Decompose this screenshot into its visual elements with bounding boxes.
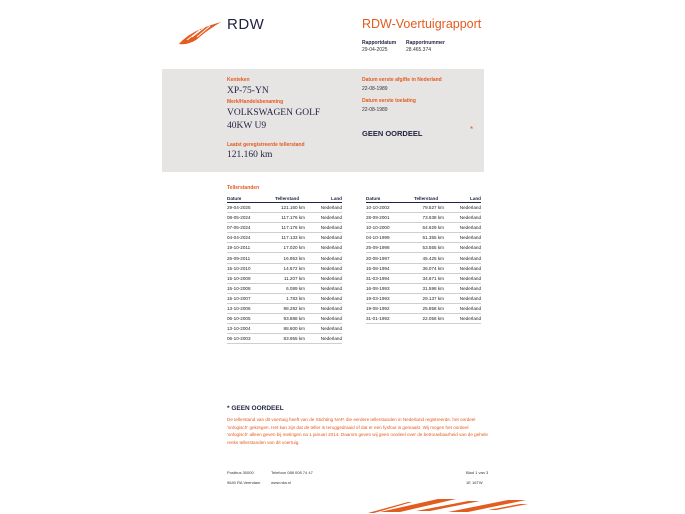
table-row [366,213,481,223]
note-text: De tellerstand van dit voertuig heeft van de Stichting NAP, die eerdere tellerstanden in Nederland registreerde, het oordeel 'onlogisch' gekregen. Het kan zijn dat de teller is teruggedraaid of dat er een fysfout is gemaakt. Wij mogen het oordeel 'onlogisch' alleen geven bij metingen na 1 januari 2014. Daarom geven wij geen oordeel over de betrouwbaarheid van de gehele reeks tellerstanden van dit voertuig. [227,417,488,445]
reading-value: 11.207 km [265,273,313,283]
reading-country: Nederland [452,253,481,263]
model-line-2: 40KW U9 [227,121,267,131]
rdw-logo-icon [178,20,222,46]
reading-country: Nederland [452,314,481,324]
header-reading: Tellerstand [404,194,452,203]
footer-stripes-decoration [368,496,528,514]
reading-date: 19-08-1992 [366,303,404,313]
reading-value: 88.600 km [265,324,313,334]
reading-country: Nederland [452,263,481,273]
table-header-row [227,194,342,203]
reading-country: Nederland [313,334,342,344]
table-row [366,263,481,273]
readings-table-left [227,194,342,344]
table-row [366,253,481,263]
reading-date: 25-09-1998 [366,243,404,253]
odometer-value: 121.160 km [227,150,273,160]
reading-value: 121.160 km [265,203,313,213]
verdict-marker: * [470,125,474,134]
reading-date: 04-04-2024 [227,233,265,243]
reading-date: 19-03-1993 [366,293,404,303]
header-country: Land [313,194,342,203]
reading-value: 29.137 km [404,293,452,303]
reading-date: 15-10-2008 [227,283,265,293]
model-line-1: VOLKSWAGEN GOLF [227,108,321,118]
reading-value: 36.074 km [404,263,452,273]
reading-date: 20-08-1997 [366,253,404,263]
readings-table-right [366,194,481,324]
reading-country: Nederland [313,314,342,324]
reading-country: Nederland [452,303,481,313]
reading-value: 22.056 km [404,314,452,324]
odometer-label: Laatst geregistreerde tellerstand [227,142,305,148]
reading-date: 10-10-2000 [366,223,404,233]
table-row [227,334,342,344]
reading-value: 83.955 km [265,334,313,344]
first-registration-nl-value: 22-08-1989 [362,86,388,92]
reading-country: Nederland [313,223,342,233]
table-row [227,233,342,243]
reading-value: 79.527 km [404,203,452,213]
table-row [366,314,481,324]
reading-date: 13-10-2006 [227,303,265,313]
reading-date: 06-10-2003 [227,334,265,344]
reading-date: 08-05-2024 [227,213,265,223]
footer-page: Blad 1 van 3 [466,470,489,475]
reading-date: 15-08-1994 [366,263,404,273]
reading-value: 117.176 km [265,223,313,233]
table-row [366,283,481,293]
verdict-label: GEEN OORDEEL [362,129,423,138]
reading-country: Nederland [452,293,481,303]
reading-country: Nederland [313,233,342,243]
reading-date: 04-10-1999 [366,233,404,243]
table-row [227,243,342,253]
table-row [366,203,481,213]
table-row [366,303,481,313]
table-row [227,253,342,263]
table-row [227,293,342,303]
reading-value: 14.672 km [265,263,313,273]
first-registration-nl-label: Datum eerste afgifte in Nederland [362,77,442,83]
footer-code: 1E 16TW [466,480,483,485]
reading-country: Nederland [452,233,481,243]
footer-city: 9640 RA Veendam [227,480,261,485]
table-row [227,213,342,223]
reading-country: Nederland [313,303,342,313]
reading-country: Nederland [452,203,481,213]
table-row [227,263,342,273]
reading-country: Nederland [452,283,481,293]
first-admission-label: Datum eerste toelating [362,98,416,104]
reading-value: 6.089 km [265,283,313,293]
table-row [227,314,342,324]
reading-value: 73.638 km [404,213,452,223]
table-row [366,223,481,233]
table-row [366,233,481,243]
plate-value: XP-75-YN [227,86,269,96]
header-date: Datum [227,194,265,203]
table-row [227,223,342,233]
report-date-label: Rapportdatum [362,40,397,46]
header-date: Datum [366,194,404,203]
report-number-value: 28.465.374 [406,47,432,53]
model-label: Merk/Handelsbenaming [227,99,284,105]
report-number-label: Rapportnummer [406,40,445,46]
reading-country: Nederland [313,203,342,213]
header-reading: Tellerstand [265,194,313,203]
reading-value: 98.282 km [265,303,313,313]
reading-value: 117.176 km [265,213,313,223]
reading-value: 17.020 km [265,243,313,253]
reading-value: 1.783 km [265,293,313,303]
reading-date: 06-10-2005 [227,314,265,324]
reading-date: 28-09-2001 [366,213,404,223]
footer-postbus: Postbus 30000 [227,470,254,475]
report-title: RDW-Voertuigrapport [362,17,482,31]
footer-web: www.rdw.nl [271,480,292,485]
reading-value: 25.858 km [404,303,452,313]
reading-date: 31-03-1994 [366,273,404,283]
reading-date: 31-01-1992 [366,314,404,324]
reading-date: 16-08-1993 [366,283,404,293]
reading-value: 61.355 km [404,233,452,243]
table-row [227,273,342,283]
reading-country: Nederland [313,243,342,253]
report-date-value: 29-04-2025 [362,47,388,53]
table-row [227,203,342,213]
reading-country: Nederland [313,283,342,293]
reading-value: 34.671 km [404,273,452,283]
reading-date: 07-05-2024 [227,223,265,233]
reading-value: 117.133 km [265,233,313,243]
reading-country: Nederland [313,253,342,263]
table-row [366,273,481,283]
reading-country: Nederland [452,243,481,253]
reading-date: 15-10-2007 [227,293,265,303]
table-header-row [366,194,481,203]
table-row [366,293,481,303]
reading-country: Nederland [452,213,481,223]
vehicle-summary-panel [162,69,484,172]
table-row [227,303,342,313]
reading-country: Nederland [452,223,481,233]
plate-label: Kenteken [227,77,250,83]
reading-value: 31.598 km [404,283,452,293]
reading-date: 10-10-2002 [366,203,404,213]
reading-date: 29-04-2025 [227,203,265,213]
readings-title: Tellerstanden [227,185,260,191]
reading-value: 53.555 km [404,243,452,253]
reading-date: 15-10-2009 [227,273,265,283]
reading-value: 93.888 km [265,314,313,324]
table-row [227,324,342,334]
first-admission-value: 22-08-1989 [362,107,388,113]
reading-value: 16.953 km [265,253,313,263]
footer-phone: Telefoon 088 008 74 47 [271,470,313,475]
header-country: Land [452,194,481,203]
reading-value: 45.425 km [404,253,452,263]
reading-country: Nederland [452,273,481,283]
reading-country: Nederland [313,324,342,334]
note-title: * GEEN OORDEEL [227,405,284,412]
reading-date: 19-10-2011 [227,243,265,253]
table-row [227,283,342,293]
reading-country: Nederland [313,273,342,283]
reading-country: Nederland [313,263,342,273]
reading-value: 64.629 km [404,223,452,233]
reading-date: 15-10-2010 [227,263,265,273]
table-row [366,243,481,253]
reading-country: Nederland [313,293,342,303]
brand-name: RDW [227,16,265,33]
reading-country: Nederland [313,213,342,223]
reading-date: 26-09-2011 [227,253,265,263]
reading-date: 13-10-2004 [227,324,265,334]
